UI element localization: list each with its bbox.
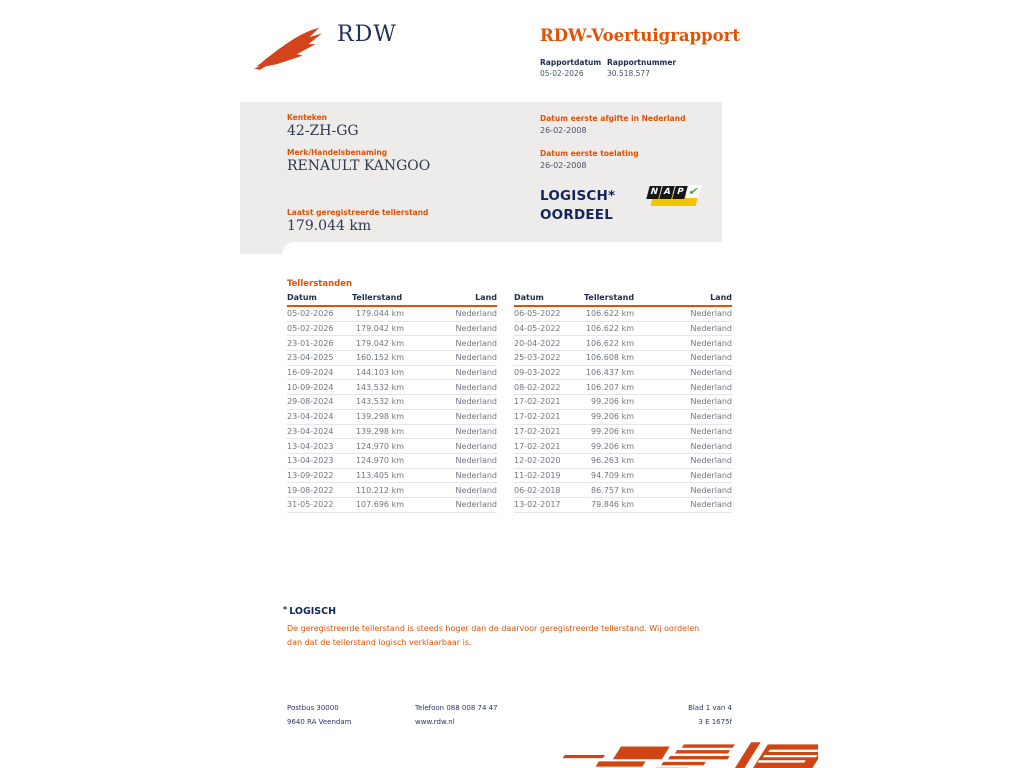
footnote-asterisk: * xyxy=(283,605,288,614)
table-cell: 06-02-2018 xyxy=(514,483,584,498)
table-cell: 31-05-2022 xyxy=(287,497,352,512)
toelating-value: 26-02-2008 xyxy=(540,161,587,170)
table-cell: 17-02-2021 xyxy=(514,439,584,454)
table-cell: 09-03-2022 xyxy=(514,365,584,380)
table-cell: Nederland xyxy=(404,365,497,380)
table-cell: 113.405 km xyxy=(352,468,404,483)
footer-form-code: 3 E 1675f xyxy=(698,718,732,726)
table-cell: 05-02-2026 xyxy=(287,321,352,336)
nap-letter-a: A xyxy=(659,186,674,199)
table-row xyxy=(514,497,732,512)
oordeel-line1: LOGISCH* xyxy=(540,188,616,204)
table-cell: Nederland xyxy=(634,336,732,351)
table-row xyxy=(514,409,732,424)
table-cell: 16-09-2024 xyxy=(287,365,352,380)
table-cell: 17-02-2021 xyxy=(514,409,584,424)
kenteken-value: 42-ZH-GG xyxy=(287,123,359,139)
table-row xyxy=(514,351,732,366)
table-row xyxy=(514,321,732,336)
oordeel-text xyxy=(540,187,615,224)
footnote-title xyxy=(283,605,336,617)
table-cell: 86.757 km xyxy=(584,483,634,498)
table-cell: 124.970 km xyxy=(352,453,404,468)
table-cell: Nederland xyxy=(404,395,497,410)
table-cell: 160.152 km xyxy=(352,351,404,366)
table-cell: 17-02-2021 xyxy=(514,424,584,439)
table-cell: 99.206 km xyxy=(584,424,634,439)
table-cell: 04-05-2022 xyxy=(514,321,584,336)
column-header-tellerstand: Tellerstand xyxy=(584,292,634,306)
nap-letter-n: N xyxy=(646,186,661,199)
report-number-value: 30.518.577 xyxy=(607,69,650,78)
table-cell: 25-03-2022 xyxy=(514,351,584,366)
table-cell: 144.103 km xyxy=(352,365,404,380)
table-cell: Nederland xyxy=(404,439,497,454)
table-cell: Nederland xyxy=(634,439,732,454)
table-cell: Nederland xyxy=(404,409,497,424)
footer-address xyxy=(287,701,351,729)
table-cell: Nederland xyxy=(634,483,732,498)
table-cell: Nederland xyxy=(634,468,732,483)
table-cell: 11-02-2019 xyxy=(514,468,584,483)
table-cell: Nederland xyxy=(634,453,732,468)
table-cell: 106.622 km xyxy=(584,306,634,321)
column-header-datum: Datum xyxy=(514,292,584,306)
table-row xyxy=(287,424,497,439)
table-cell: 179.042 km xyxy=(352,321,404,336)
panel-rounded-corner xyxy=(282,242,723,255)
table-row xyxy=(287,351,497,366)
table-row xyxy=(287,439,497,454)
table-cell: Nederland xyxy=(634,380,732,395)
laatste-tellerstand-value: 179.044 km xyxy=(287,218,372,234)
laatste-tellerstand-label: Laatst geregistreerde tellerstand xyxy=(287,208,429,217)
table-cell: 99.206 km xyxy=(584,439,634,454)
table-row xyxy=(287,365,497,380)
table-row xyxy=(287,497,497,512)
table-cell: 139.298 km xyxy=(352,409,404,424)
table-cell: Nederland xyxy=(404,351,497,366)
footer-contact xyxy=(415,701,498,729)
table-row xyxy=(514,439,732,454)
footnote-text: De geregistreerde tellerstand is steeds hoger dan de daarvoor geregistreerde tellerstand. Wij oordelen dan dat de tellerstand logisch verklaarbaar is. xyxy=(287,624,700,647)
table-cell: 143.532 km xyxy=(352,380,404,395)
table-cell: 13-02-2017 xyxy=(514,497,584,512)
table-cell: Nederland xyxy=(634,424,732,439)
table-cell: 99.206 km xyxy=(584,409,634,424)
report-date-label: Rapportdatum xyxy=(540,58,602,67)
table-cell: 99.206 km xyxy=(584,395,634,410)
table-row xyxy=(514,395,732,410)
page-title: RDW-Voertuigrapport xyxy=(540,26,740,45)
table-cell: 23-04-2025 xyxy=(287,351,352,366)
table-cell: 06-05-2022 xyxy=(514,306,584,321)
column-header-land: Land xyxy=(404,292,497,306)
table-header-row xyxy=(287,292,497,306)
footer-address-line2: 9640 RA Veendam xyxy=(287,718,352,726)
table-cell: 106.622 km xyxy=(584,321,634,336)
table-cell: 106.608 km xyxy=(584,351,634,366)
table-row xyxy=(514,424,732,439)
table-cell: Nederland xyxy=(634,351,732,366)
table-cell: Nederland xyxy=(404,380,497,395)
toelating-label: Datum eerste toelating xyxy=(540,149,639,158)
table-row xyxy=(287,306,497,321)
report-date-value: 05-02-2026 xyxy=(540,69,584,78)
table-row xyxy=(287,468,497,483)
table-cell: Nederland xyxy=(404,497,497,512)
tellerstanden-section-title: Tellerstanden xyxy=(287,279,353,289)
table-cell: Nederland xyxy=(634,365,732,380)
table-cell: 12-02-2020 xyxy=(514,453,584,468)
column-header-land: Land xyxy=(634,292,732,306)
table-cell: 23-04-2024 xyxy=(287,424,352,439)
footer-address-line1: Postbus 30000 xyxy=(287,704,339,712)
table-cell: 19-08-2022 xyxy=(287,483,352,498)
footer-phone: Telefoon 088 008 74 47 xyxy=(415,704,498,712)
kenteken-label: Kenteken xyxy=(287,113,327,122)
footer-page-info xyxy=(592,701,732,729)
table-cell: 79.846 km xyxy=(584,497,634,512)
table-cell: 94.709 km xyxy=(584,468,634,483)
table-row xyxy=(514,483,732,498)
report-number-label: Rapportnummer xyxy=(607,58,677,67)
afgifte-label: Datum eerste afgifte in Nederland xyxy=(540,114,686,123)
table-cell: Nederland xyxy=(404,483,497,498)
footer-website: www.rdw.nl xyxy=(415,718,455,726)
table-cell: 106.437 km xyxy=(584,365,634,380)
table-cell: 23-01-2026 xyxy=(287,336,352,351)
table-cell: 179.044 km xyxy=(352,306,404,321)
column-header-tellerstand: Tellerstand xyxy=(352,292,404,306)
merk-value: RENAULT KANGOO xyxy=(287,158,431,174)
oordeel-line2: OORDEEL xyxy=(540,206,614,223)
odometer-table-left xyxy=(287,292,497,513)
table-cell: 179.042 km xyxy=(352,336,404,351)
table-cell: 08-02-2022 xyxy=(514,380,584,395)
table-cell: 107.696 km xyxy=(352,497,404,512)
table-cell: Nederland xyxy=(634,306,732,321)
table-cell: 13-09-2022 xyxy=(287,468,352,483)
nap-letter-p: P xyxy=(672,186,687,199)
table-row xyxy=(287,336,497,351)
table-cell: 13-04-2023 xyxy=(287,439,352,454)
table-cell: 143.532 km xyxy=(352,395,404,410)
table-cell: 13-04-2023 xyxy=(287,453,352,468)
table-cell: 23-04-2024 xyxy=(287,409,352,424)
table-cell: 139.298 km xyxy=(352,424,404,439)
nap-logo xyxy=(646,184,702,211)
table-cell: Nederland xyxy=(404,453,497,468)
table-cell: 29-08-2024 xyxy=(287,395,352,410)
table-row xyxy=(287,483,497,498)
table-row xyxy=(514,365,732,380)
table-row xyxy=(287,380,497,395)
table-cell: 05-02-2026 xyxy=(287,306,352,321)
rdw-bird-logo-icon xyxy=(252,22,332,72)
table-cell: 124.970 km xyxy=(352,439,404,454)
table-row xyxy=(287,409,497,424)
table-cell: 96.263 km xyxy=(584,453,634,468)
table-cell: Nederland xyxy=(634,497,732,512)
afgifte-value: 26-02-2008 xyxy=(540,126,587,135)
table-cell: Nederland xyxy=(404,468,497,483)
table-cell: 106.622 km xyxy=(584,336,634,351)
table-cell: 20-04-2022 xyxy=(514,336,584,351)
table-cell: Nederland xyxy=(404,306,497,321)
table-cell: Nederland xyxy=(404,424,497,439)
nap-checkmark-icon: ✔ xyxy=(687,185,700,198)
table-cell: 106.207 km xyxy=(584,380,634,395)
table-row xyxy=(287,395,497,410)
table-row xyxy=(514,453,732,468)
table-cell: 17-02-2021 xyxy=(514,395,584,410)
merk-label: Merk/Handelsbenaming xyxy=(287,148,388,157)
rdw-logo-wordmark: RDW xyxy=(337,22,397,47)
table-cell: Nederland xyxy=(634,321,732,336)
odometer-table-right xyxy=(514,292,732,513)
footnote-title-text: LOGISCH xyxy=(289,606,337,617)
table-cell: Nederland xyxy=(634,395,732,410)
table-cell: 110.212 km xyxy=(352,483,404,498)
table-header-row xyxy=(514,292,732,306)
table-cell: Nederland xyxy=(404,336,497,351)
footer-page-indicator: Blad 1 van 4 xyxy=(688,704,732,712)
table-row xyxy=(287,453,497,468)
table-row xyxy=(514,468,732,483)
table-cell: Nederland xyxy=(404,321,497,336)
table-row xyxy=(514,380,732,395)
motion-stripes-graphic xyxy=(550,739,818,768)
column-header-datum: Datum xyxy=(287,292,352,306)
table-cell: 10-09-2024 xyxy=(287,380,352,395)
table-cell: Nederland xyxy=(634,409,732,424)
table-row xyxy=(514,306,732,321)
table-row xyxy=(514,336,732,351)
table-row xyxy=(287,321,497,336)
